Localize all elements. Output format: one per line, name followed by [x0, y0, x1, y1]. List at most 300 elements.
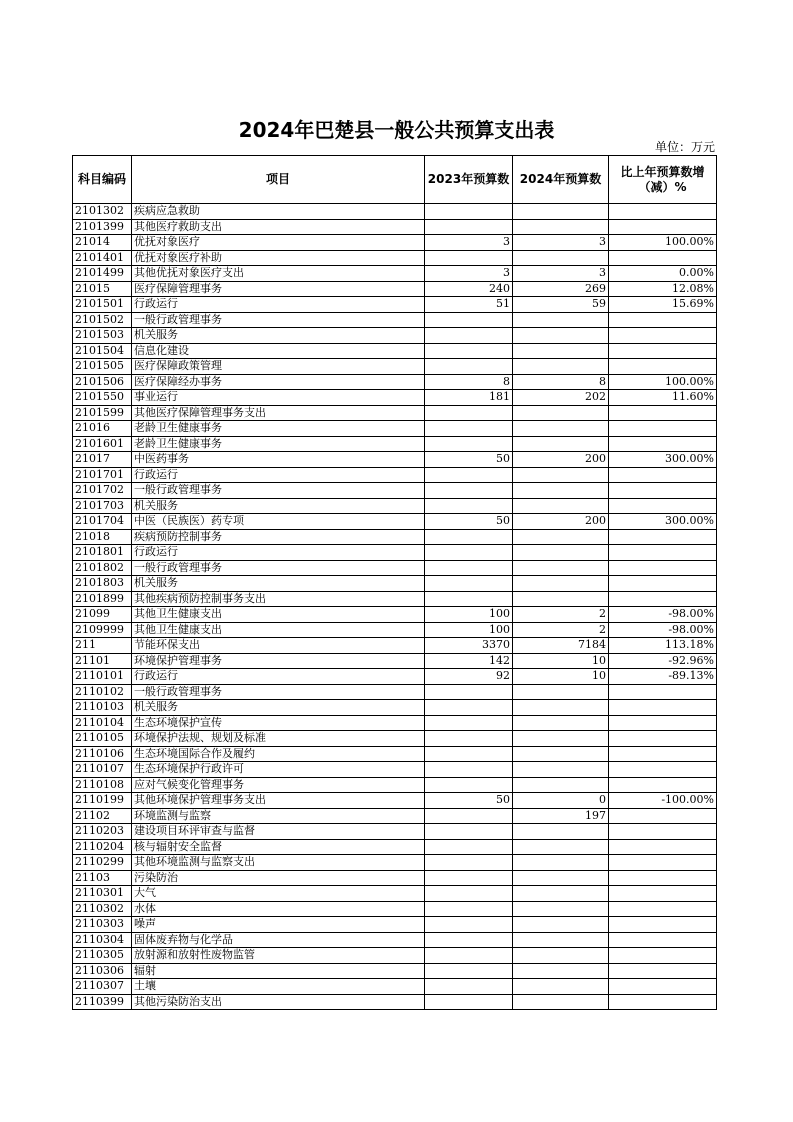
table-row	[73, 870, 717, 886]
cell-2024: 0	[513, 793, 609, 809]
cell-change	[609, 421, 717, 437]
cell-code: 2110304	[73, 932, 132, 948]
cell-2023	[425, 870, 513, 886]
cell-change	[609, 359, 717, 375]
cell-item: 老龄卫生健康事务	[132, 436, 425, 452]
cell-2023: 50	[425, 793, 513, 809]
cell-item: 建设项目环评审查与监督	[132, 824, 425, 840]
cell-2024: 7184	[513, 638, 609, 654]
table-row	[73, 467, 717, 483]
table-row	[73, 824, 717, 840]
cell-code: 2101302	[73, 204, 132, 220]
cell-change	[609, 979, 717, 995]
cell-code: 2110101	[73, 669, 132, 685]
cell-item: 其他优抚对象医疗支出	[132, 266, 425, 282]
cell-change: -100.00%	[609, 793, 717, 809]
cell-change	[609, 343, 717, 359]
cell-item: 一般行政管理事务	[132, 684, 425, 700]
cell-code: 2101801	[73, 545, 132, 561]
cell-2024	[513, 250, 609, 266]
cell-2024	[513, 343, 609, 359]
cell-2024	[513, 948, 609, 964]
cell-code: 2110303	[73, 917, 132, 933]
cell-code: 2110203	[73, 824, 132, 840]
table-row	[73, 684, 717, 700]
table-row	[73, 281, 717, 297]
cell-2023: 50	[425, 452, 513, 468]
cell-change: 300.00%	[609, 452, 717, 468]
cell-item: 行政运行	[132, 297, 425, 313]
cell-2023	[425, 963, 513, 979]
cell-2023	[425, 343, 513, 359]
cell-item: 环境监测与监察	[132, 808, 425, 824]
table-row	[73, 731, 717, 747]
table-row	[73, 653, 717, 669]
table-row	[73, 932, 717, 948]
cell-2024	[513, 762, 609, 778]
cell-code: 21102	[73, 808, 132, 824]
cell-code: 2101899	[73, 591, 132, 607]
cell-2024	[513, 684, 609, 700]
cell-2023	[425, 436, 513, 452]
cell-code: 2110106	[73, 746, 132, 762]
cell-code: 211	[73, 638, 132, 654]
cell-item: 医疗保障管理事务	[132, 281, 425, 297]
cell-code: 2101550	[73, 390, 132, 406]
cell-2023: 240	[425, 281, 513, 297]
cell-item: 疾病预防控制事务	[132, 529, 425, 545]
cell-code: 2101506	[73, 374, 132, 390]
table-row	[73, 204, 717, 220]
cell-2023: 3	[425, 266, 513, 282]
cell-change	[609, 777, 717, 793]
cell-2023: 50	[425, 514, 513, 530]
cell-2023	[425, 777, 513, 793]
cell-2024	[513, 979, 609, 995]
table-row	[73, 250, 717, 266]
cell-code: 2101499	[73, 266, 132, 282]
table-row	[73, 405, 717, 421]
cell-2023	[425, 204, 513, 220]
cell-2023	[425, 917, 513, 933]
table-row	[73, 312, 717, 328]
table-row	[73, 452, 717, 468]
cell-change	[609, 886, 717, 902]
cell-2023	[425, 250, 513, 266]
cell-code: 2110103	[73, 700, 132, 716]
table-row	[73, 638, 717, 654]
table-row	[73, 560, 717, 576]
table-row	[73, 901, 717, 917]
cell-change: -98.00%	[609, 622, 717, 638]
cell-item: 固体废弃物与化学品	[132, 932, 425, 948]
cell-change: -89.13%	[609, 669, 717, 685]
cell-item: 优抚对象医疗	[132, 235, 425, 251]
cell-change: 113.18%	[609, 638, 717, 654]
table-row	[73, 390, 717, 406]
cell-item: 机关服务	[132, 498, 425, 514]
cell-item: 环境保护管理事务	[132, 653, 425, 669]
cell-code: 2110399	[73, 994, 132, 1010]
cell-change: 15.69%	[609, 297, 717, 313]
cell-2024	[513, 204, 609, 220]
cell-2023	[425, 545, 513, 561]
table-row	[73, 762, 717, 778]
cell-2024	[513, 932, 609, 948]
cell-item: 土壤	[132, 979, 425, 995]
cell-item: 一般行政管理事务	[132, 560, 425, 576]
cell-2024: 2	[513, 622, 609, 638]
cell-2023: 181	[425, 390, 513, 406]
cell-item: 机关服务	[132, 328, 425, 344]
cell-item: 中医（民族医）药专项	[132, 514, 425, 530]
cell-item: 大气	[132, 886, 425, 902]
cell-change	[609, 328, 717, 344]
cell-item: 应对气候变化管理事务	[132, 777, 425, 793]
cell-code: 21099	[73, 607, 132, 623]
cell-change	[609, 529, 717, 545]
cell-2023	[425, 498, 513, 514]
cell-code: 2101399	[73, 219, 132, 235]
cell-2024: 3	[513, 266, 609, 282]
table-row	[73, 839, 717, 855]
cell-item: 其他卫生健康支出	[132, 622, 425, 638]
header-2024: 2024年预算数	[513, 156, 609, 204]
cell-change	[609, 576, 717, 592]
cell-2023	[425, 483, 513, 499]
cell-code: 2101401	[73, 250, 132, 266]
cell-2024: 200	[513, 514, 609, 530]
cell-2023	[425, 839, 513, 855]
cell-2024: 197	[513, 808, 609, 824]
cell-change	[609, 994, 717, 1010]
header-2023: 2023年预算数	[425, 156, 513, 204]
cell-code: 2101601	[73, 436, 132, 452]
cell-code: 2110108	[73, 777, 132, 793]
table-row	[73, 219, 717, 235]
cell-change	[609, 498, 717, 514]
table-row	[73, 576, 717, 592]
cell-2024	[513, 405, 609, 421]
table-row	[73, 777, 717, 793]
table-row	[73, 715, 717, 731]
cell-2023: 51	[425, 297, 513, 313]
table-row	[73, 808, 717, 824]
cell-code: 2101704	[73, 514, 132, 530]
cell-item: 其他环境监测与监察支出	[132, 855, 425, 871]
cell-item: 放射源和放射性废物监管	[132, 948, 425, 964]
cell-item: 污染防治	[132, 870, 425, 886]
cell-code: 2110199	[73, 793, 132, 809]
cell-code: 21101	[73, 653, 132, 669]
cell-change: 11.60%	[609, 390, 717, 406]
cell-2024	[513, 746, 609, 762]
cell-change	[609, 684, 717, 700]
cell-2024	[513, 917, 609, 933]
cell-2023	[425, 762, 513, 778]
cell-item: 老龄卫生健康事务	[132, 421, 425, 437]
table-row	[73, 948, 717, 964]
cell-2024	[513, 576, 609, 592]
cell-2023	[425, 886, 513, 902]
cell-change	[609, 839, 717, 855]
cell-2023	[425, 715, 513, 731]
cell-2024	[513, 870, 609, 886]
cell-code: 2101702	[73, 483, 132, 499]
cell-code: 21015	[73, 281, 132, 297]
table-row	[73, 669, 717, 685]
cell-2024: 2	[513, 607, 609, 623]
cell-code: 2110306	[73, 963, 132, 979]
cell-2024	[513, 824, 609, 840]
cell-2023	[425, 979, 513, 995]
cell-2024: 269	[513, 281, 609, 297]
table-row	[73, 700, 717, 716]
cell-2023	[425, 746, 513, 762]
cell-code: 2110299	[73, 855, 132, 871]
cell-change	[609, 762, 717, 778]
cell-item: 医疗保障政策管理	[132, 359, 425, 375]
cell-2024	[513, 700, 609, 716]
cell-change	[609, 808, 717, 824]
cell-2023	[425, 359, 513, 375]
cell-2024: 200	[513, 452, 609, 468]
cell-change	[609, 312, 717, 328]
cell-2024	[513, 545, 609, 561]
cell-item: 环境保护法规、规划及标准	[132, 731, 425, 747]
cell-change	[609, 204, 717, 220]
cell-change	[609, 560, 717, 576]
cell-2024	[513, 498, 609, 514]
cell-2023	[425, 560, 513, 576]
cell-code: 2101803	[73, 576, 132, 592]
cell-item: 水体	[132, 901, 425, 917]
cell-2024	[513, 994, 609, 1010]
cell-code: 21103	[73, 870, 132, 886]
cell-item: 生态环境国际合作及履约	[132, 746, 425, 762]
table-body	[73, 204, 717, 1010]
table-row	[73, 886, 717, 902]
cell-change: 100.00%	[609, 235, 717, 251]
cell-2024: 202	[513, 390, 609, 406]
cell-item: 中医药事务	[132, 452, 425, 468]
cell-change: 12.08%	[609, 281, 717, 297]
unit-label: 单位：万元	[654, 140, 715, 154]
header-item: 项目	[132, 156, 425, 204]
cell-change	[609, 855, 717, 871]
cell-2024: 10	[513, 653, 609, 669]
cell-2023: 8	[425, 374, 513, 390]
cell-change	[609, 824, 717, 840]
cell-change	[609, 591, 717, 607]
cell-2023	[425, 948, 513, 964]
cell-code: 2101503	[73, 328, 132, 344]
cell-change	[609, 948, 717, 964]
cell-code: 21018	[73, 529, 132, 545]
cell-2024: 8	[513, 374, 609, 390]
cell-item: 行政运行	[132, 467, 425, 483]
table-row	[73, 855, 717, 871]
table-row	[73, 963, 717, 979]
cell-2024	[513, 312, 609, 328]
cell-2023	[425, 312, 513, 328]
cell-code: 2101501	[73, 297, 132, 313]
table-row	[73, 343, 717, 359]
cell-2024	[513, 467, 609, 483]
cell-2023: 3	[425, 235, 513, 251]
cell-item: 其他医疗保障管理事务支出	[132, 405, 425, 421]
cell-2023	[425, 529, 513, 545]
cell-item: 行政运行	[132, 669, 425, 685]
table-row	[73, 436, 717, 452]
cell-2024	[513, 421, 609, 437]
cell-2024	[513, 839, 609, 855]
cell-code: 21014	[73, 235, 132, 251]
cell-item: 其他卫生健康支出	[132, 607, 425, 623]
cell-code: 2110107	[73, 762, 132, 778]
cell-item: 医疗保障经办事务	[132, 374, 425, 390]
cell-2023	[425, 700, 513, 716]
table-row	[73, 607, 717, 623]
cell-item: 事业运行	[132, 390, 425, 406]
cell-change	[609, 436, 717, 452]
table-row	[73, 793, 717, 809]
cell-item: 其他疾病预防控制事务支出	[132, 591, 425, 607]
table-row	[73, 374, 717, 390]
cell-change	[609, 250, 717, 266]
cell-change	[609, 731, 717, 747]
table-row	[73, 979, 717, 995]
page-title: 2024年巴楚县一般公共预算支出表	[238, 118, 555, 142]
cell-2023	[425, 328, 513, 344]
cell-change	[609, 405, 717, 421]
table-row	[73, 359, 717, 375]
cell-2023	[425, 219, 513, 235]
cell-code: 2101502	[73, 312, 132, 328]
cell-2023	[425, 684, 513, 700]
cell-item: 噪声	[132, 917, 425, 933]
cell-code: 2101802	[73, 560, 132, 576]
cell-change	[609, 219, 717, 235]
header-code: 科目编码	[73, 156, 132, 204]
cell-2024	[513, 219, 609, 235]
table-row	[73, 328, 717, 344]
table-row	[73, 483, 717, 499]
cell-2024	[513, 715, 609, 731]
table-row	[73, 591, 717, 607]
cell-item: 生态环境保护行政许可	[132, 762, 425, 778]
cell-2024	[513, 855, 609, 871]
cell-item: 机关服务	[132, 700, 425, 716]
cell-2024: 3	[513, 235, 609, 251]
cell-change	[609, 963, 717, 979]
cell-item: 优抚对象医疗补助	[132, 250, 425, 266]
cell-change: -98.00%	[609, 607, 717, 623]
cell-2024: 59	[513, 297, 609, 313]
table-row	[73, 514, 717, 530]
cell-2023	[425, 824, 513, 840]
cell-2024	[513, 777, 609, 793]
table-row	[73, 235, 717, 251]
cell-code: 2110305	[73, 948, 132, 964]
cell-2023	[425, 405, 513, 421]
cell-item: 信息化建设	[132, 343, 425, 359]
cell-item: 其他污染防治支出	[132, 994, 425, 1010]
table-row	[73, 917, 717, 933]
cell-2024	[513, 591, 609, 607]
cell-2024	[513, 731, 609, 747]
table-row	[73, 529, 717, 545]
cell-item: 生态环境保护宣传	[132, 715, 425, 731]
budget-table	[72, 155, 717, 1010]
cell-code: 2110301	[73, 886, 132, 902]
header-change: 比上年预算数增（减）%	[609, 156, 717, 204]
cell-change: -92.96%	[609, 653, 717, 669]
cell-change	[609, 917, 717, 933]
cell-2024	[513, 963, 609, 979]
cell-item: 节能环保支出	[132, 638, 425, 654]
cell-code: 2101505	[73, 359, 132, 375]
cell-change	[609, 932, 717, 948]
table-row	[73, 266, 717, 282]
table-row	[73, 421, 717, 437]
cell-2023	[425, 932, 513, 948]
cell-2023	[425, 421, 513, 437]
cell-code: 2110302	[73, 901, 132, 917]
cell-change: 300.00%	[609, 514, 717, 530]
cell-2024	[513, 886, 609, 902]
cell-item: 行政运行	[132, 545, 425, 561]
cell-2023	[425, 591, 513, 607]
cell-2024	[513, 901, 609, 917]
cell-item: 其他医疗救助支出	[132, 219, 425, 235]
cell-2023	[425, 731, 513, 747]
cell-item: 一般行政管理事务	[132, 312, 425, 328]
cell-2024	[513, 483, 609, 499]
cell-change	[609, 715, 717, 731]
cell-code: 2110104	[73, 715, 132, 731]
cell-code: 2110307	[73, 979, 132, 995]
cell-2023	[425, 855, 513, 871]
cell-2023: 100	[425, 622, 513, 638]
cell-2024	[513, 560, 609, 576]
cell-change	[609, 483, 717, 499]
cell-code: 2110204	[73, 839, 132, 855]
cell-2024	[513, 359, 609, 375]
cell-2023	[425, 576, 513, 592]
cell-code: 2109999	[73, 622, 132, 638]
cell-code: 21017	[73, 452, 132, 468]
cell-change	[609, 700, 717, 716]
cell-2024	[513, 436, 609, 452]
cell-item: 辐射	[132, 963, 425, 979]
cell-code: 2101701	[73, 467, 132, 483]
cell-2023: 3370	[425, 638, 513, 654]
cell-2024	[513, 328, 609, 344]
cell-code: 2110102	[73, 684, 132, 700]
cell-code: 2110105	[73, 731, 132, 747]
cell-2023: 142	[425, 653, 513, 669]
cell-2023	[425, 994, 513, 1010]
cell-change: 0.00%	[609, 266, 717, 282]
cell-2023: 92	[425, 669, 513, 685]
cell-change	[609, 746, 717, 762]
cell-item: 疾病应急救助	[132, 204, 425, 220]
table-row	[73, 746, 717, 762]
cell-code: 21016	[73, 421, 132, 437]
cell-2023	[425, 808, 513, 824]
cell-change: 100.00%	[609, 374, 717, 390]
